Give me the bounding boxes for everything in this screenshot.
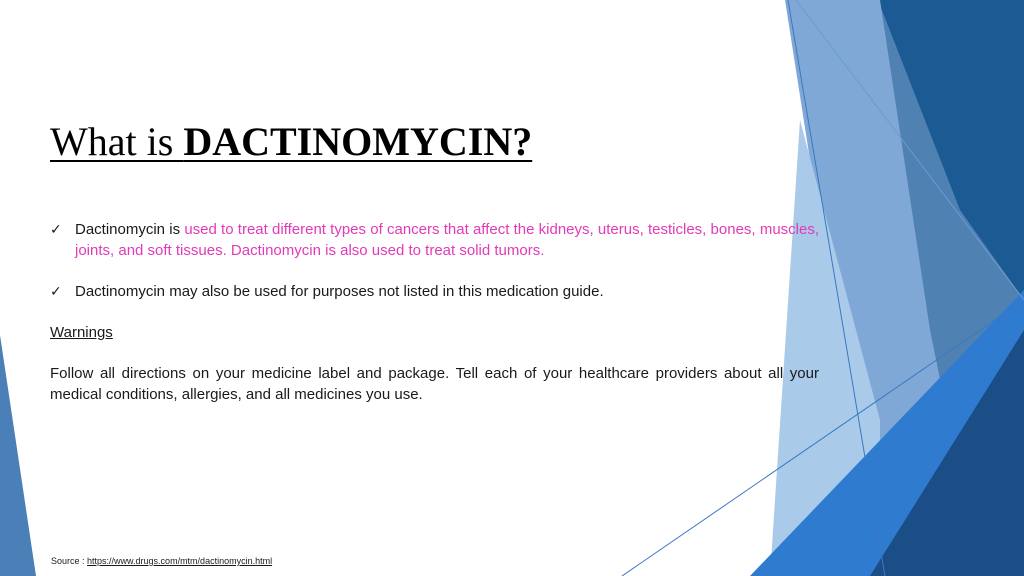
warnings-heading: Warnings (50, 324, 113, 341)
slide-title (50, 118, 532, 165)
bullet-item (50, 219, 819, 261)
left-edge-shape (0, 335, 36, 576)
bullet-item (50, 281, 819, 302)
source-link[interactable]: https://www.drugs.com/mtm/dactinomycin.html (87, 556, 273, 566)
slide-content (50, 219, 819, 405)
source-citation (51, 556, 272, 566)
bullet-lead: Dactinomycin is (75, 221, 185, 238)
title-drug-name: DACTINOMYCIN? (183, 119, 533, 164)
checkmark-icon: ✓ (50, 221, 62, 237)
bullet-highlight: used to treat different types of cancers that affect the kidneys, uterus, testicles, bones, muscles, joints, and soft tissues. Dactinomycin is also used to treat solid tumors. (75, 221, 819, 259)
title-prefix: What is (50, 119, 184, 164)
source-label: Source : (51, 556, 88, 566)
bullet-text (75, 219, 819, 261)
bullet-text: Dactinomycin may also be used for purposes not listed in this medication guide. (75, 283, 604, 300)
checkmark-icon: ✓ (50, 283, 62, 299)
warnings-paragraph: Follow all directions on your medicine label and package. Tell each of your healthcare providers about all your medical conditions, allergies, and all medicines you use. (50, 365, 819, 403)
